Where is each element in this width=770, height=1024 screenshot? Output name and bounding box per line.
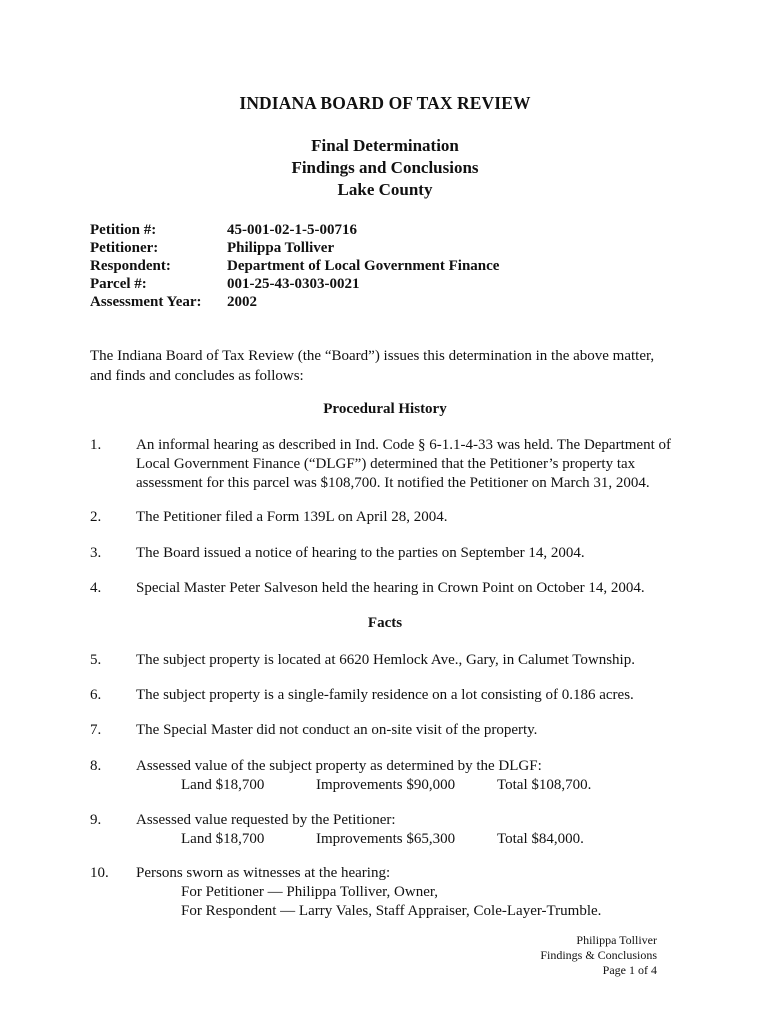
item-number: 4.: [90, 580, 102, 596]
item-number: 2.: [90, 509, 102, 525]
item-line: An informal hearing as described in Ind. Code § 6-1.1-4-33 was held. The Department of: [136, 437, 671, 453]
document-type-title: Final Determination: [311, 136, 459, 155]
item-line: Assessed value of the subject property as determined by the DLGF:: [136, 758, 542, 774]
intro-line: and finds and concludes as follows:: [90, 368, 304, 384]
item-text: [136, 579, 696, 598]
requested-values-row: [136, 830, 696, 849]
item-number: 7.: [90, 722, 102, 738]
assessment-year-label: Assessment Year:: [90, 294, 202, 310]
footer-page-number: Page 1 of 4: [602, 963, 657, 977]
parcel-number-value: 001-25-43-0303-0021: [227, 276, 360, 292]
petitioner-value: Philippa Tolliver: [227, 240, 335, 256]
intro-paragraph: [90, 346, 690, 386]
intro-line: The Indiana Board of Tax Review (the “Board”) issues this determination in the above matter,: [90, 348, 655, 364]
witness-petitioner: For Petitioner — Philippa Tolliver, Owner,: [181, 884, 439, 900]
land-value: Land $18,700: [181, 831, 265, 847]
item-line: Special Master Peter Salveson held the hearing in Crown Point on October 14, 2004.: [136, 580, 645, 596]
item-number: 10.: [90, 865, 109, 881]
item-text: [136, 686, 696, 705]
item-line: The subject property is a single-family residence on a lot consisting of 0.186 acres.: [136, 687, 634, 703]
document-subtitle: Findings and Conclusions: [291, 158, 479, 177]
county-title: Lake County: [337, 180, 433, 199]
parcel-number-label: Parcel #:: [90, 276, 147, 292]
procedural-history-heading: Procedural History: [323, 401, 447, 417]
footer-petitioner-name: Philippa Tolliver: [576, 933, 657, 947]
item-line: The subject property is located at 6620 Hemlock Ave., Gary, in Calumet Township.: [136, 652, 635, 668]
item-number: 3.: [90, 545, 102, 561]
total-value: Total $108,700.: [497, 777, 592, 793]
item-text: [136, 544, 696, 563]
item-line: Persons sworn as witnesses at the hearing:: [136, 865, 391, 881]
respondent-value: Department of Local Government Finance: [227, 258, 500, 274]
item-text: [136, 864, 696, 921]
item-line: The Petitioner filed a Form 139L on April 28, 2004.: [136, 509, 448, 525]
item-text: [136, 811, 696, 849]
petition-number-value: 45-001-02-1-5-00716: [227, 222, 357, 238]
item-line: Local Government Finance (“DLGF”) determined that the Petitioner’s property tax: [136, 456, 636, 472]
item-line: Assessed value requested by the Petitioner:: [136, 812, 396, 828]
item-line: The Special Master did not conduct an on-site visit of the property.: [136, 722, 538, 738]
footer-document-name: Findings & Conclusions: [540, 948, 657, 962]
total-value: Total $84,000.: [497, 831, 584, 847]
item-line: assessment for this parcel was $108,700. It notified the Petitioner on March 31, 2004.: [136, 475, 650, 491]
item-number: 6.: [90, 687, 102, 703]
item-text: [136, 508, 696, 527]
land-value: Land $18,700: [181, 777, 265, 793]
item-line: The Board issued a notice of hearing to the parties on September 14, 2004.: [136, 545, 585, 561]
board-title: INDIANA BOARD OF TAX REVIEW: [239, 93, 531, 113]
petitioner-label: Petitioner:: [90, 240, 159, 256]
witness-respondent: For Respondent — Larry Vales, Staff Appraiser, Cole-Layer-Trumble.: [181, 903, 602, 919]
petition-number-label: Petition #:: [90, 222, 157, 238]
respondent-label: Respondent:: [90, 258, 171, 274]
facts-heading: Facts: [367, 615, 403, 631]
improvements-value: Improvements $65,300: [316, 831, 456, 847]
item-number: 1.: [90, 437, 102, 453]
page-footer: [540, 933, 657, 978]
assessed-values-row: [136, 776, 696, 795]
item-number: 5.: [90, 652, 102, 668]
item-text: [136, 651, 696, 670]
improvements-value: Improvements $90,000: [316, 777, 456, 793]
item-number: 9.: [90, 812, 102, 828]
assessment-year-value: 2002: [227, 294, 257, 310]
item-text: [136, 757, 696, 795]
item-text: [136, 721, 696, 740]
item-number: 8.: [90, 758, 102, 774]
item-text: [136, 436, 696, 493]
